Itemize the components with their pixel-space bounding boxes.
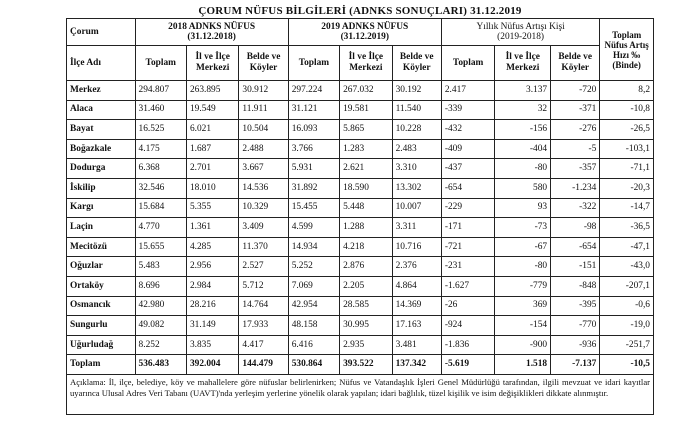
cell-m19: 1.288 xyxy=(340,218,392,238)
cell-b19: 2.483 xyxy=(392,139,441,159)
cell-dt: -339 xyxy=(441,100,495,120)
cell-m18: 31.149 xyxy=(186,316,238,336)
header-toplam-change: Toplam xyxy=(441,46,495,81)
cell-m18: 1.361 xyxy=(186,218,238,238)
cell-dm: -73 xyxy=(495,218,551,238)
cell-m19: 5.448 xyxy=(340,198,392,218)
cell-b19: 14.369 xyxy=(392,296,441,316)
district-name: Toplam xyxy=(67,355,136,375)
table-row xyxy=(67,257,654,277)
cell-dt: -171 xyxy=(441,218,495,238)
cell-t19: 3.766 xyxy=(288,139,339,159)
district-name: Merkez xyxy=(67,81,136,101)
cell-m18: 4.285 xyxy=(186,237,238,257)
cell-b18: 2.527 xyxy=(239,257,288,277)
cell-db: -98 xyxy=(551,218,600,238)
cell-t19: 31.121 xyxy=(288,100,339,120)
cell-b19: 4.864 xyxy=(392,276,441,296)
cell-m19: 4.218 xyxy=(340,237,392,257)
district-name: Mecitözü xyxy=(67,237,136,257)
cell-t18: 15.655 xyxy=(135,237,186,257)
cell-t19: 48.158 xyxy=(288,316,339,336)
cell-db: -720 xyxy=(551,81,600,101)
cell-rate: -103,1 xyxy=(600,139,654,159)
table-row xyxy=(67,335,654,355)
cell-b18: 10.329 xyxy=(239,198,288,218)
explanation-note: Açıklama: İl, ilçe, belediye, köy ve mahallelere göre nüfuslar belirlenirken; Nüfus ve Vatandaşlık İşleri Genel Müdürlüğü tarafından, ilgili mevzuat ve idari kayıtlar uyarınca Ulusal Adres Veri Tabanı (UAVT)'nda yerleşim yerlerine yönelik olarak yapılan; idari bağlılık, tüzel kişilik ve isim değişiklikleri dikkate alınmıştır. xyxy=(66,375,654,415)
district-name: Alaca xyxy=(67,100,136,120)
cell-t18: 4.770 xyxy=(135,218,186,238)
cell-m19: 267.032 xyxy=(340,81,392,101)
cell-rate: -10,5 xyxy=(600,355,654,375)
district-name: Bayat xyxy=(67,120,136,140)
cell-m19: 2.205 xyxy=(340,276,392,296)
cell-t18: 15.684 xyxy=(135,198,186,218)
cell-dt: -654 xyxy=(441,178,495,198)
cell-t19: 14.934 xyxy=(288,237,339,257)
cell-b18: 14.536 xyxy=(239,178,288,198)
cell-dt: -924 xyxy=(441,316,495,336)
cell-dm: 32 xyxy=(495,100,551,120)
cell-db: -1.234 xyxy=(551,178,600,198)
cell-dm: 1.518 xyxy=(495,355,551,375)
table-row xyxy=(67,198,654,218)
cell-t18: 42.980 xyxy=(135,296,186,316)
header-toplam-2018: Toplam xyxy=(135,46,186,81)
cell-dm: -404 xyxy=(495,139,551,159)
header-merkez-2018: İl ve İlçe Merkezi xyxy=(186,46,238,81)
cell-m18: 392.004 xyxy=(186,355,238,375)
cell-m19: 28.585 xyxy=(340,296,392,316)
cell-t18: 32.546 xyxy=(135,178,186,198)
table-row xyxy=(67,276,654,296)
cell-t18: 31.460 xyxy=(135,100,186,120)
cell-b19: 17.163 xyxy=(392,316,441,336)
cell-dm: 3.137 xyxy=(495,81,551,101)
cell-rate: -0,6 xyxy=(600,296,654,316)
cell-dt: -1.627 xyxy=(441,276,495,296)
header-belde-2018: Belde ve Köyler xyxy=(239,46,288,81)
header-corum: Çorum xyxy=(67,19,136,46)
population-sheet xyxy=(66,4,654,415)
cell-b18: 11.911 xyxy=(239,100,288,120)
cell-t19: 31.892 xyxy=(288,178,339,198)
cell-b19: 10.716 xyxy=(392,237,441,257)
cell-t18: 5.483 xyxy=(135,257,186,277)
cell-b18: 4.417 xyxy=(239,335,288,355)
cell-b19: 13.302 xyxy=(392,178,441,198)
cell-m19: 18.590 xyxy=(340,178,392,198)
table-row xyxy=(67,316,654,336)
header-merkez-2019: İl ve İlçe Merkezi xyxy=(340,46,392,81)
cell-b18: 14.764 xyxy=(239,296,288,316)
cell-t19: 530.864 xyxy=(288,355,339,375)
district-name: Sungurlu xyxy=(67,316,136,336)
cell-rate: -207,1 xyxy=(600,276,654,296)
cell-dt: -1.836 xyxy=(441,335,495,355)
cell-t19: 16.093 xyxy=(288,120,339,140)
cell-db: -371 xyxy=(551,100,600,120)
cell-rate: -71,1 xyxy=(600,159,654,179)
header-group-2019: 2019 ADNKS NÜFUS (31.12.2019) xyxy=(288,19,441,46)
cell-rate: 8,2 xyxy=(600,81,654,101)
table-body xyxy=(67,81,654,375)
cell-dt: -437 xyxy=(441,159,495,179)
cell-m18: 2.701 xyxy=(186,159,238,179)
cell-rate: -20,3 xyxy=(600,178,654,198)
table-row xyxy=(67,81,654,101)
cell-m18: 2.956 xyxy=(186,257,238,277)
cell-dt: -231 xyxy=(441,257,495,277)
cell-b18: 2.488 xyxy=(239,139,288,159)
cell-db: -936 xyxy=(551,335,600,355)
cell-dt: -432 xyxy=(441,120,495,140)
cell-t18: 536.483 xyxy=(135,355,186,375)
cell-t19: 297.224 xyxy=(288,81,339,101)
header-group-2018: 2018 ADNKS NÜFUS (31.12.2018) xyxy=(135,19,288,46)
district-name: Oğuzlar xyxy=(67,257,136,277)
cell-t18: 6.368 xyxy=(135,159,186,179)
cell-t18: 49.082 xyxy=(135,316,186,336)
cell-b19: 11.540 xyxy=(392,100,441,120)
cell-b18: 10.504 xyxy=(239,120,288,140)
cell-t19: 6.416 xyxy=(288,335,339,355)
header-row-columns xyxy=(67,46,654,81)
cell-dt: -721 xyxy=(441,237,495,257)
cell-dt: -409 xyxy=(441,139,495,159)
cell-m18: 3.835 xyxy=(186,335,238,355)
cell-dm: -80 xyxy=(495,257,551,277)
cell-t19: 4.599 xyxy=(288,218,339,238)
cell-rate: -47,1 xyxy=(600,237,654,257)
cell-m18: 19.549 xyxy=(186,100,238,120)
cell-m19: 19.581 xyxy=(340,100,392,120)
district-name: İskilip xyxy=(67,178,136,198)
cell-b18: 17.933 xyxy=(239,316,288,336)
cell-m19: 2.935 xyxy=(340,335,392,355)
cell-m19: 30.995 xyxy=(340,316,392,336)
cell-b19: 3.481 xyxy=(392,335,441,355)
cell-db: -322 xyxy=(551,198,600,218)
header-merkez-change: İl ve İlçe Merkezi xyxy=(495,46,551,81)
district-name: Dodurga xyxy=(67,159,136,179)
cell-dm: 93 xyxy=(495,198,551,218)
table-row xyxy=(67,100,654,120)
cell-rate: -36,5 xyxy=(600,218,654,238)
district-name: Boğazkale xyxy=(67,139,136,159)
cell-dm: -900 xyxy=(495,335,551,355)
cell-dt: -26 xyxy=(441,296,495,316)
cell-dm: -67 xyxy=(495,237,551,257)
cell-m19: 393.522 xyxy=(340,355,392,375)
cell-dt: -5.619 xyxy=(441,355,495,375)
cell-dm: -154 xyxy=(495,316,551,336)
cell-m18: 2.984 xyxy=(186,276,238,296)
cell-t18: 8.252 xyxy=(135,335,186,355)
cell-t18: 4.175 xyxy=(135,139,186,159)
cell-b19: 10.007 xyxy=(392,198,441,218)
header-belde-change: Belde ve Köyler xyxy=(551,46,600,81)
cell-dm: 580 xyxy=(495,178,551,198)
cell-db: -357 xyxy=(551,159,600,179)
sheet-title: ÇORUM NÜFUS BİLGİLERİ (ADNKS SONUÇLARI) 31.12.2019 xyxy=(198,5,522,17)
district-name: Kargı xyxy=(67,198,136,218)
cell-rate: -26,5 xyxy=(600,120,654,140)
district-name: Laçin xyxy=(67,218,136,238)
cell-m18: 1.687 xyxy=(186,139,238,159)
table-row xyxy=(67,139,654,159)
cell-m19: 5.865 xyxy=(340,120,392,140)
cell-db: -395 xyxy=(551,296,600,316)
header-toplam-2019: Toplam xyxy=(288,46,339,81)
cell-b19: 30.192 xyxy=(392,81,441,101)
cell-m18: 6.021 xyxy=(186,120,238,140)
cell-b18: 3.409 xyxy=(239,218,288,238)
cell-rate: -43,0 xyxy=(600,257,654,277)
cell-m19: 2.621 xyxy=(340,159,392,179)
cell-t19: 15.455 xyxy=(288,198,339,218)
cell-m19: 2.876 xyxy=(340,257,392,277)
cell-b18: 144.479 xyxy=(239,355,288,375)
cell-b19: 3.310 xyxy=(392,159,441,179)
cell-t18: 16.525 xyxy=(135,120,186,140)
total-row xyxy=(67,355,654,375)
table-row xyxy=(67,296,654,316)
header-ilce-adi: İlçe Adı xyxy=(67,46,136,81)
cell-db: -5 xyxy=(551,139,600,159)
table-row xyxy=(67,178,654,198)
cell-dt: 2.417 xyxy=(441,81,495,101)
cell-t19: 42.954 xyxy=(288,296,339,316)
cell-rate: -14,7 xyxy=(600,198,654,218)
cell-b18: 11.370 xyxy=(239,237,288,257)
population-table xyxy=(66,18,654,375)
header-row-groups xyxy=(67,19,654,46)
header-group-change: Yıllık Nüfus Artışı Kişi (2019-2018) xyxy=(441,19,600,46)
cell-t19: 5.931 xyxy=(288,159,339,179)
cell-b18: 3.667 xyxy=(239,159,288,179)
cell-m18: 18.010 xyxy=(186,178,238,198)
cell-b19: 10.228 xyxy=(392,120,441,140)
cell-dm: -779 xyxy=(495,276,551,296)
district-name: Uğurludağ xyxy=(67,335,136,355)
table-row xyxy=(67,237,654,257)
cell-b19: 137.342 xyxy=(392,355,441,375)
header-rate: Toplam Nüfus Artış Hızı ‰ (Binde) xyxy=(600,19,654,81)
cell-db: -276 xyxy=(551,120,600,140)
cell-t19: 7.069 xyxy=(288,276,339,296)
district-name: Osmancık xyxy=(67,296,136,316)
cell-dm: -80 xyxy=(495,159,551,179)
cell-b18: 5.712 xyxy=(239,276,288,296)
cell-b18: 30.912 xyxy=(239,81,288,101)
cell-rate: -251,7 xyxy=(600,335,654,355)
cell-m18: 28.216 xyxy=(186,296,238,316)
cell-dm: 369 xyxy=(495,296,551,316)
cell-rate: -19,0 xyxy=(600,316,654,336)
cell-t18: 8.696 xyxy=(135,276,186,296)
cell-db: -770 xyxy=(551,316,600,336)
district-name: Ortaköy xyxy=(67,276,136,296)
cell-db: -7.137 xyxy=(551,355,600,375)
cell-db: -654 xyxy=(551,237,600,257)
cell-m18: 5.355 xyxy=(186,198,238,218)
cell-m18: 263.895 xyxy=(186,81,238,101)
table-row xyxy=(67,218,654,238)
cell-m19: 1.283 xyxy=(340,139,392,159)
cell-b19: 2.376 xyxy=(392,257,441,277)
cell-dt: -229 xyxy=(441,198,495,218)
cell-t19: 5.252 xyxy=(288,257,339,277)
cell-t18: 294.807 xyxy=(135,81,186,101)
cell-db: -848 xyxy=(551,276,600,296)
table-row xyxy=(67,120,654,140)
cell-rate: -10,8 xyxy=(600,100,654,120)
cell-dm: -156 xyxy=(495,120,551,140)
table-row xyxy=(67,159,654,179)
header-belde-2019: Belde ve Köyler xyxy=(392,46,441,81)
cell-db: -151 xyxy=(551,257,600,277)
cell-b19: 3.311 xyxy=(392,218,441,238)
